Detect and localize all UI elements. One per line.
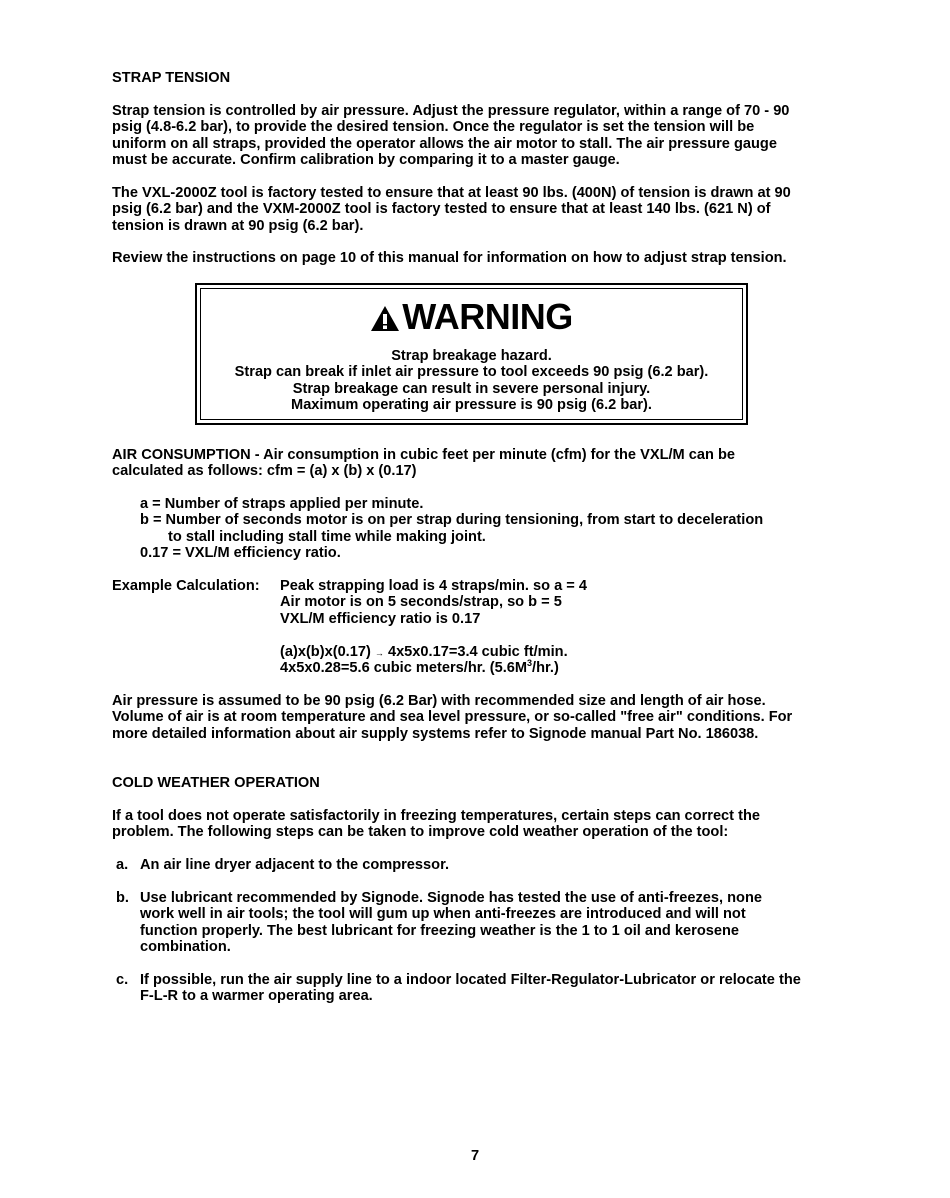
calc2-superscript: 3 bbox=[527, 658, 533, 669]
warning-line: Strap breakage can result in severe personal injury. bbox=[292, 380, 651, 397]
warning-text bbox=[197, 348, 746, 414]
warning-heading bbox=[197, 297, 746, 337]
text-line: The VXL-2000Z tool is factory tested to ensure that at least 90 lbs. (400N) of tension is drawn at 90 bbox=[112, 185, 791, 201]
text-line: uniform on all straps, provided the operator allows the air motor to stall. The air pressure gauge bbox=[112, 135, 777, 152]
text-line: F-L-R to a warmer operating area. bbox=[140, 988, 373, 1005]
calc-expression: (a)x(b)x(0.17) bbox=[280, 643, 371, 660]
cold-weather-intro bbox=[112, 808, 852, 841]
warning-triangle-icon bbox=[370, 305, 400, 332]
text-line: AIR CONSUMPTION - Air consumption in cubic feet per minute (cfm) for the VXL/M can be bbox=[112, 447, 735, 463]
text-line: Volume of air is at room temperature and sea level pressure, or so-called "free air" conditions. For bbox=[112, 709, 793, 726]
warning-line: Maximum operating air pressure is 90 psig (6.2 bar). bbox=[291, 397, 652, 414]
text-line: If a tool does not operate satisfactorily in freezing temperatures, certain steps can correct the bbox=[112, 808, 760, 824]
calc2-text: 4x5x0.28=5.6 cubic meters/hr. (5.6M bbox=[280, 660, 528, 676]
text-line: An air line dryer adjacent to the compressor. bbox=[140, 857, 449, 873]
cold-weather-heading: COLD WEATHER OPERATION bbox=[112, 775, 320, 791]
example-label: Example Calculation: bbox=[112, 578, 260, 594]
warning-line: Strap can break if inlet air pressure to tool exceeds 90 psig (6.2 bar). bbox=[234, 364, 709, 381]
text-line: calculated as follows: cfm = (a) x (b) x (0.17) bbox=[112, 463, 417, 480]
text-line: must be accurate. Confirm calibration by comparing it to a master gauge. bbox=[112, 152, 620, 169]
warning-box bbox=[195, 283, 748, 425]
air-consumption-note bbox=[112, 693, 852, 742]
calc2-tail: /hr.) bbox=[532, 660, 559, 676]
text-line: more detailed information about air supply systems refer to Signode manual Part No. 186038. bbox=[112, 725, 759, 742]
list-text bbox=[140, 972, 860, 1005]
air-consumption-intro bbox=[112, 447, 852, 480]
text-line: combination. bbox=[140, 939, 231, 956]
strap-tension-heading: STRAP TENSION bbox=[112, 70, 231, 86]
list-letter: a. bbox=[116, 857, 129, 873]
warning-title: WARNING bbox=[402, 296, 573, 337]
definition-b-continued: to stall including stall time while making joint. bbox=[168, 528, 486, 545]
example-line: Air motor is on 5 seconds/strap, so b = 5 bbox=[280, 594, 562, 611]
example-line: Peak strapping load is 4 straps/min. so a = 4 bbox=[280, 578, 587, 594]
definition-b: b = Number of seconds motor is on per strap during tensioning, from start to deceleration bbox=[140, 512, 764, 529]
definition-ratio: 0.17 = VXL/M efficiency ratio. bbox=[140, 545, 341, 562]
strap-tension-paragraph-1 bbox=[112, 103, 852, 169]
text-line: Strap tension is controlled by air pressure. Adjust the pressure regulator, within a range of 70 - 90 bbox=[112, 103, 790, 119]
text-line: Air pressure is assumed to be 90 psig (6.2 Bar) with recommended size and length of air hose. bbox=[112, 693, 766, 709]
text-line: psig (6.2 bar) and the VXM-2000Z tool is factory tested to ensure that at least 140 lbs. (621 N) of bbox=[112, 201, 771, 218]
list-text bbox=[140, 857, 860, 873]
text-line: problem. The following steps can be taken to improve cold weather operation of the tool: bbox=[112, 824, 729, 841]
list-letter: c. bbox=[116, 972, 129, 988]
strap-tension-paragraph-2 bbox=[112, 185, 852, 234]
list-letter: b. bbox=[116, 890, 129, 906]
text-line: work well in air tools; the tool will gum up when anti-freezes are introduced and will not bbox=[140, 906, 746, 923]
text-line: psig (4.8-6.2 bar), to provide the desired tension. Once the regulator is set the tension will be bbox=[112, 119, 755, 136]
calculation-line-2 bbox=[280, 660, 559, 676]
strap-tension-paragraph-3: Review the instructions on page 10 of this manual for information on how to adjust strap tension. bbox=[112, 250, 787, 266]
text-line: If possible, run the air supply line to a indoor located Filter-Regulator-Lubricator or relocate the bbox=[140, 972, 801, 988]
warning-line: Strap breakage hazard. bbox=[391, 348, 552, 364]
air-consumption-definitions bbox=[112, 496, 852, 562]
text-line: function properly. The best lubricant for freezing weather is the 1 to 1 oil and kerosene bbox=[140, 922, 739, 939]
text-line: tension is drawn at 90 psig (6.2 bar). bbox=[112, 217, 364, 234]
definition-a: a = Number of straps applied per minute. bbox=[140, 496, 424, 512]
page-number: 7 bbox=[470, 1148, 480, 1164]
example-line: VXL/M efficiency ratio is 0.17 bbox=[280, 610, 481, 627]
calculation-line-1 bbox=[280, 644, 568, 661]
text-line: Use lubricant recommended by Signode. Signode has tested the use of anti-freezes, none bbox=[140, 890, 762, 906]
example-calculation bbox=[112, 578, 852, 678]
list-text bbox=[140, 890, 860, 956]
calc-result: 4x5x0.17=3.4 cubic ft/min. bbox=[387, 643, 568, 660]
arrow-icon: → bbox=[374, 647, 384, 658]
